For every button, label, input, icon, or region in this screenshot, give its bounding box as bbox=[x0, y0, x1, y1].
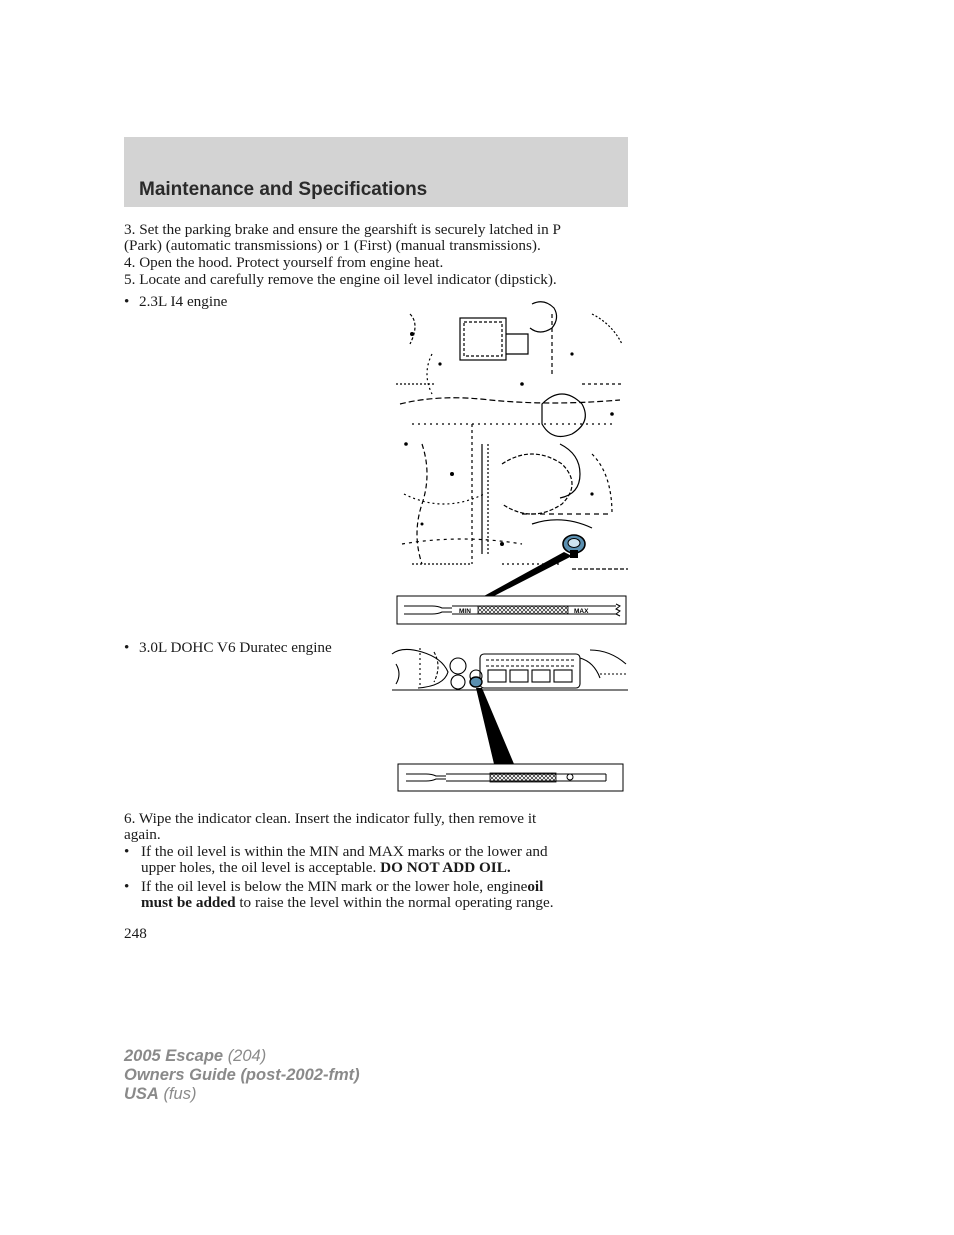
bullet: • bbox=[124, 639, 130, 656]
footer-line-1: 2005 Escape (204) bbox=[124, 1047, 267, 1065]
page-number: 248 bbox=[124, 925, 147, 942]
step-3 bbox=[124, 222, 630, 254]
dipstick-min-label: MIN bbox=[459, 608, 471, 615]
engine-label: 3.0L DOHC V6 Duratec engine bbox=[139, 639, 332, 656]
document-footer bbox=[124, 1047, 360, 1104]
note-oil-acceptable bbox=[124, 844, 630, 876]
engine-item-3-0l bbox=[124, 640, 332, 656]
step-6-line-2: again. bbox=[124, 826, 161, 843]
engine-label: 2.3L I4 engine bbox=[139, 293, 228, 310]
section-header bbox=[124, 137, 628, 207]
footer-line-2: Owners Guide (post-2002-fmt) bbox=[124, 1066, 360, 1084]
note-2-line-1: If the oil level is below the MIN mark or the lower hole, engineoil bbox=[141, 878, 544, 895]
step-4: 4. Open the hood. Protect yourself from engine heat. bbox=[124, 254, 444, 271]
engine-3-0l-illustration bbox=[390, 644, 630, 794]
engine-2-3l-illustration bbox=[392, 294, 630, 626]
note-2-line-2: must be added to raise the level within the normal operating range. bbox=[141, 894, 554, 911]
step-5: 5. Locate and carefully remove the engine oil level indicator (dipstick). bbox=[124, 271, 557, 288]
bullet: • bbox=[124, 293, 130, 310]
section-title: Maintenance and Specifications bbox=[139, 179, 428, 200]
step-6-line-1: 6. Wipe the indicator clean. Insert the indicator fully, then remove it bbox=[124, 810, 537, 827]
step-3-line-1: 3. Set the parking brake and ensure the gearshift is securely latched in P bbox=[124, 221, 561, 238]
bullet: • bbox=[124, 843, 130, 860]
do-not-add-oil-warning: DO NOT ADD OIL. bbox=[380, 859, 511, 876]
step-6 bbox=[124, 811, 630, 843]
bullet: • bbox=[124, 878, 130, 895]
engine-item-2-3l bbox=[124, 294, 227, 310]
footer-line-3: USA (fus) bbox=[124, 1085, 197, 1103]
note-1-line-1: If the oil level is within the MIN and MAX marks or the lower and bbox=[141, 843, 548, 860]
note-oil-low bbox=[124, 879, 630, 911]
dipstick-max-label: MAX bbox=[574, 608, 589, 615]
note-1-line-2: upper holes, the oil level is acceptable. DO NOT ADD OIL. bbox=[141, 859, 511, 876]
step-3-line-2: (Park) (automatic transmissions) or 1 (First) (manual transmissions). bbox=[124, 237, 541, 254]
